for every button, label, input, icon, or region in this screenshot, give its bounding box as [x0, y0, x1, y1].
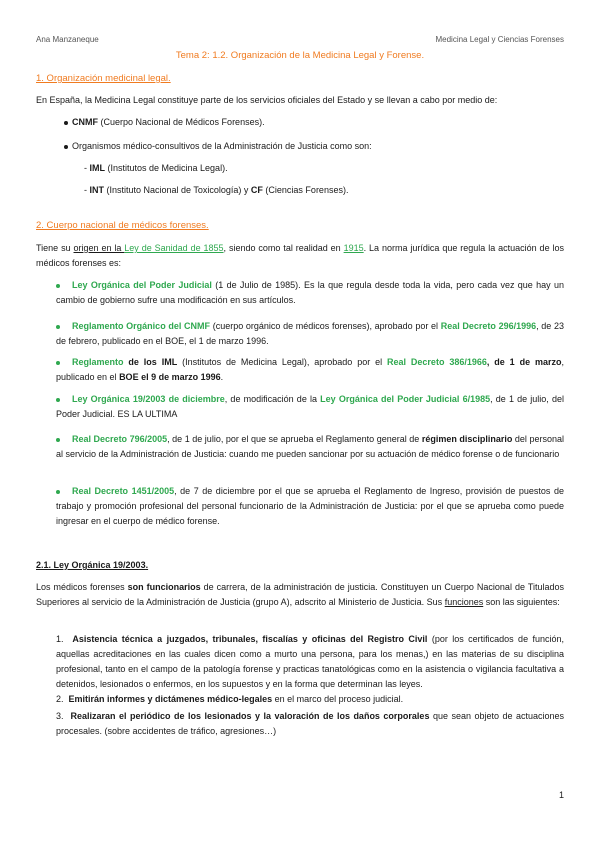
- section1-intro: En España, la Medicina Legal constituye parte de los servicios oficiales del Estado y se llevan a cabo por medio de:: [36, 95, 498, 105]
- section2-item-lopj: Ley Orgánica del Poder Judicial (1 de Julio de 1985). Es la que regula desde toda la vida, pero cada vez que hay un cambio de gobierno sufre una modificación en sus artículos.: [56, 280, 564, 305]
- section21-function-3: 3. Realizaran el periódico de los lesionados y la valoración de los daños corporales que sean objeto de actuaciones procesales. (sobre accidentes de tráfico, agresiones…): [56, 711, 564, 736]
- section1-bullet-cnmf: CNMF (Cuerpo Nacional de Médicos Forenses).: [72, 117, 265, 127]
- document-title: Tema 2: 1.2. Organización de la Medicina Legal y Forense.: [175, 50, 425, 61]
- header-subject: Medicina Legal y Ciencias Forenses: [435, 35, 564, 44]
- page-number: 1: [558, 790, 564, 800]
- section21-function-2: 2. Emitirán informes y dictámenes médico-legales en el marco del proceso judicial.: [56, 694, 404, 704]
- section2-item-rd-1451-2005: Real Decreto 1451/2005, de 7 de diciembre por el que se aprueba el Reglamento de Ingreso, provisión de puestos de trabajo y promoción profesional del personal funcionario de la Administración de Justicia: por el que se aprueba como puede ingresar en el cuerpo de médico forense.: [56, 486, 564, 526]
- header-author: Ana Manzaneque: [36, 35, 99, 44]
- section1-sub-int: - INT (Instituto Nacional de Toxicología) y CF (Ciencias Forenses).: [84, 185, 349, 195]
- section1-sub-iml: - IML (Institutos de Medicina Legal).: [84, 163, 228, 173]
- section21-heading: 2.1. Ley Orgánica 19/2003.: [36, 560, 149, 570]
- section2-heading: 2. Cuerpo nacional de médicos forenses.: [36, 220, 209, 231]
- bullet-icon: [64, 121, 68, 125]
- section1-bullet-organismos: Organismos médico-consultivos de la Administración de Justicia como son:: [72, 141, 372, 151]
- section21-function-1: 1. Asistencia técnica a juzgados, tribunales, fiscalías y oficinas del Registro Civil (por los certificados de función, aquellas acreditaciones en las cuales dicen como a murto una persona, para los menas,) en las materias de su disciplina profesional, tanto en el campo de la patología forense y practicas tanatológicas como en la asistencia o vigilancia facultativa a detenidos, lesionados o enfermos, en los supuestos y en la forma que determinan las leyes.: [56, 634, 564, 689]
- section21-intro: Los médicos forenses son funcionarios de carrera, de la administración de justicia. Constituyen un Cuerpo Nacional de Titulados Superiores al servicio de la Administración de Justicia (grupo A), adscrito al Ministerio de Justicia. Sus funciones son las siguientes:: [36, 582, 564, 607]
- section2-item-rd-796-2005: Real Decreto 796/2005, de 1 de julio, por el que se aprueba el Reglamento general de régimen disciplinario del personal al servicio de la Administración de Justicia: cuando me pueden sancionar por su actuación de médico forense o de funcionario: [56, 434, 564, 459]
- section2-item-reglamento-cnmf: Reglamento Orgánico del CNMF (cuerpo orgánico de médicos forenses), aprobado por el Real Decreto 296/1996, de 23 de febrero, publicado en el BOE, el 1 de marzo 1996.: [56, 321, 564, 346]
- section2-item-reglamento-iml: Reglamento de los IML (Institutos de Medicina Legal), aprobado por el Real Decreto 386/1966, de 1 de marzo, publicado en el BOE el 9 de marzo 1996.: [56, 357, 564, 382]
- bullet-icon: [64, 145, 68, 149]
- section2-intro: Tiene su origen en la Ley de Sanidad de 1855, siendo como tal realidad en 1915. La norma jurídica que regula la actuación de los médicos forenses es:: [36, 243, 564, 268]
- section2-item-lo-19-2003: Ley Orgánica 19/2003 de diciembre, de modificación de la Ley Orgánica del Poder Judicial 6/1985, de 1 de julio, del Poder Judicial. ES LA ULTIMA: [56, 394, 564, 419]
- section1-heading: 1. Organización medicinal legal.: [36, 73, 171, 84]
